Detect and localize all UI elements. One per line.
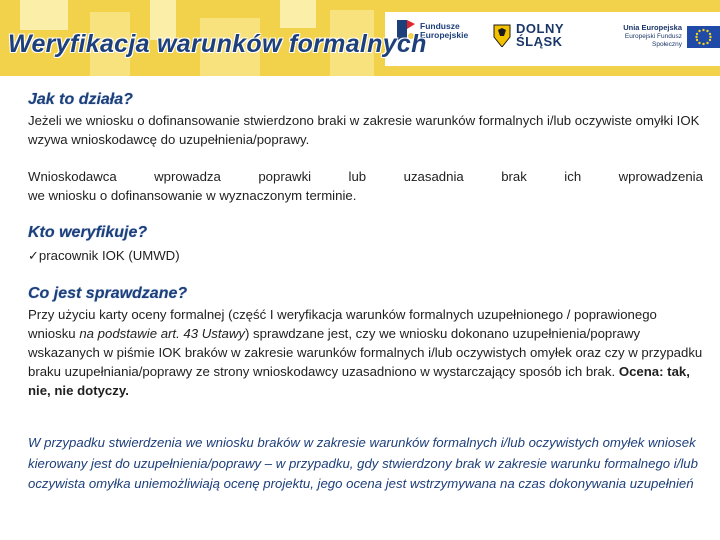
- what-text-3: ) sprawdzane jest, czy we wniosku dokonano uzupełnienia/poprawy wskazanych w piśmie IOK braków w zakresie warunków formalnych i/lub oczywistych omyłek oraz czy w przypadku braku uzupełniania/poprawy ze strony wnioskodawcy uzasadniono w wystarczający sposób ich brak.: [28, 326, 703, 379]
- page-title: Weryfikacja warunków formalnych: [8, 30, 427, 58]
- what-text-legal-basis: na podstawie art. 43 Ustawy: [79, 326, 245, 341]
- word: wprowadza: [154, 169, 221, 184]
- decorative-block: [20, 0, 68, 30]
- unia-europejska-logo: [600, 24, 720, 49]
- word: Wnioskodawca: [28, 169, 117, 184]
- word: uzasadnia: [403, 169, 464, 184]
- word: poprawki: [258, 169, 312, 184]
- dolny-slask-line2: ŚLĄSK: [516, 34, 563, 49]
- section-heading-what: Co jest sprawdzane?: [28, 285, 188, 302]
- what-evaluation: Ocena: tak, nie, nie dotyczy.: [28, 364, 690, 398]
- who-item: [28, 246, 708, 266]
- word: wprowadzenia: [618, 169, 703, 184]
- what-text-1: Przy użyciu karty oceny formalnej (część I weryfikacja warunków formalnych uzupełnionego / poprawionego wniosku: [28, 307, 657, 341]
- how-paragraph-2: [28, 167, 708, 205]
- ue-logo-line1: Unia Europejska: [623, 23, 682, 32]
- fundusze-logo-line1: Fundusze: [420, 21, 460, 31]
- decorative-block: [280, 0, 316, 28]
- ue-logo-line2: Europejski Fundusz Społeczny: [624, 33, 682, 48]
- eu-flag-icon: [687, 26, 720, 48]
- section-heading-how: Jak to działa?: [28, 91, 133, 108]
- section-heading-who: Kto weryfikuje?: [28, 224, 148, 241]
- what-paragraph: [28, 305, 708, 400]
- dolny-slask-logo: [492, 22, 564, 48]
- how-paragraph-2-line2: we wniosku o dofinansowanie w wyznaczonym terminie.: [28, 188, 357, 203]
- checkmark-icon: ✓: [28, 249, 39, 264]
- fundusze-logo-line2: Europejskie: [420, 30, 469, 40]
- how-paragraph-2-line1: [28, 167, 703, 186]
- word: lub: [348, 169, 367, 184]
- word: brak: [501, 169, 527, 184]
- who-item-text: pracownik IOK (UMWD): [38, 248, 180, 263]
- note-paragraph: W przypadku stwierdzenia we wniosku braków w zakresie warunków formalnych i/lub oczywistych omyłek wniosek kierowany jest do uzupełnienia/poprawy – w przypadku, gdy stwierdzony brak w zakresie warunku formalnego i/lub oczywista omyłka uniemożliwiają ocenę projektu, jego ocena jest wstrzymywana na czas dokonywania uzupełnień: [28, 435, 698, 491]
- eagle-crest-icon: [492, 23, 512, 47]
- dolny-slask-line1: DOLNY: [516, 21, 564, 36]
- word: ich: [564, 169, 582, 184]
- how-paragraph-1: Jeżeli we wniosku o dofinansowanie stwierdzono braki w zakresie warunków formalnych i/lub oczywiste omyłki IOK wzywa wnioskodawcę do uzupełnienia/poprawy.: [28, 113, 700, 147]
